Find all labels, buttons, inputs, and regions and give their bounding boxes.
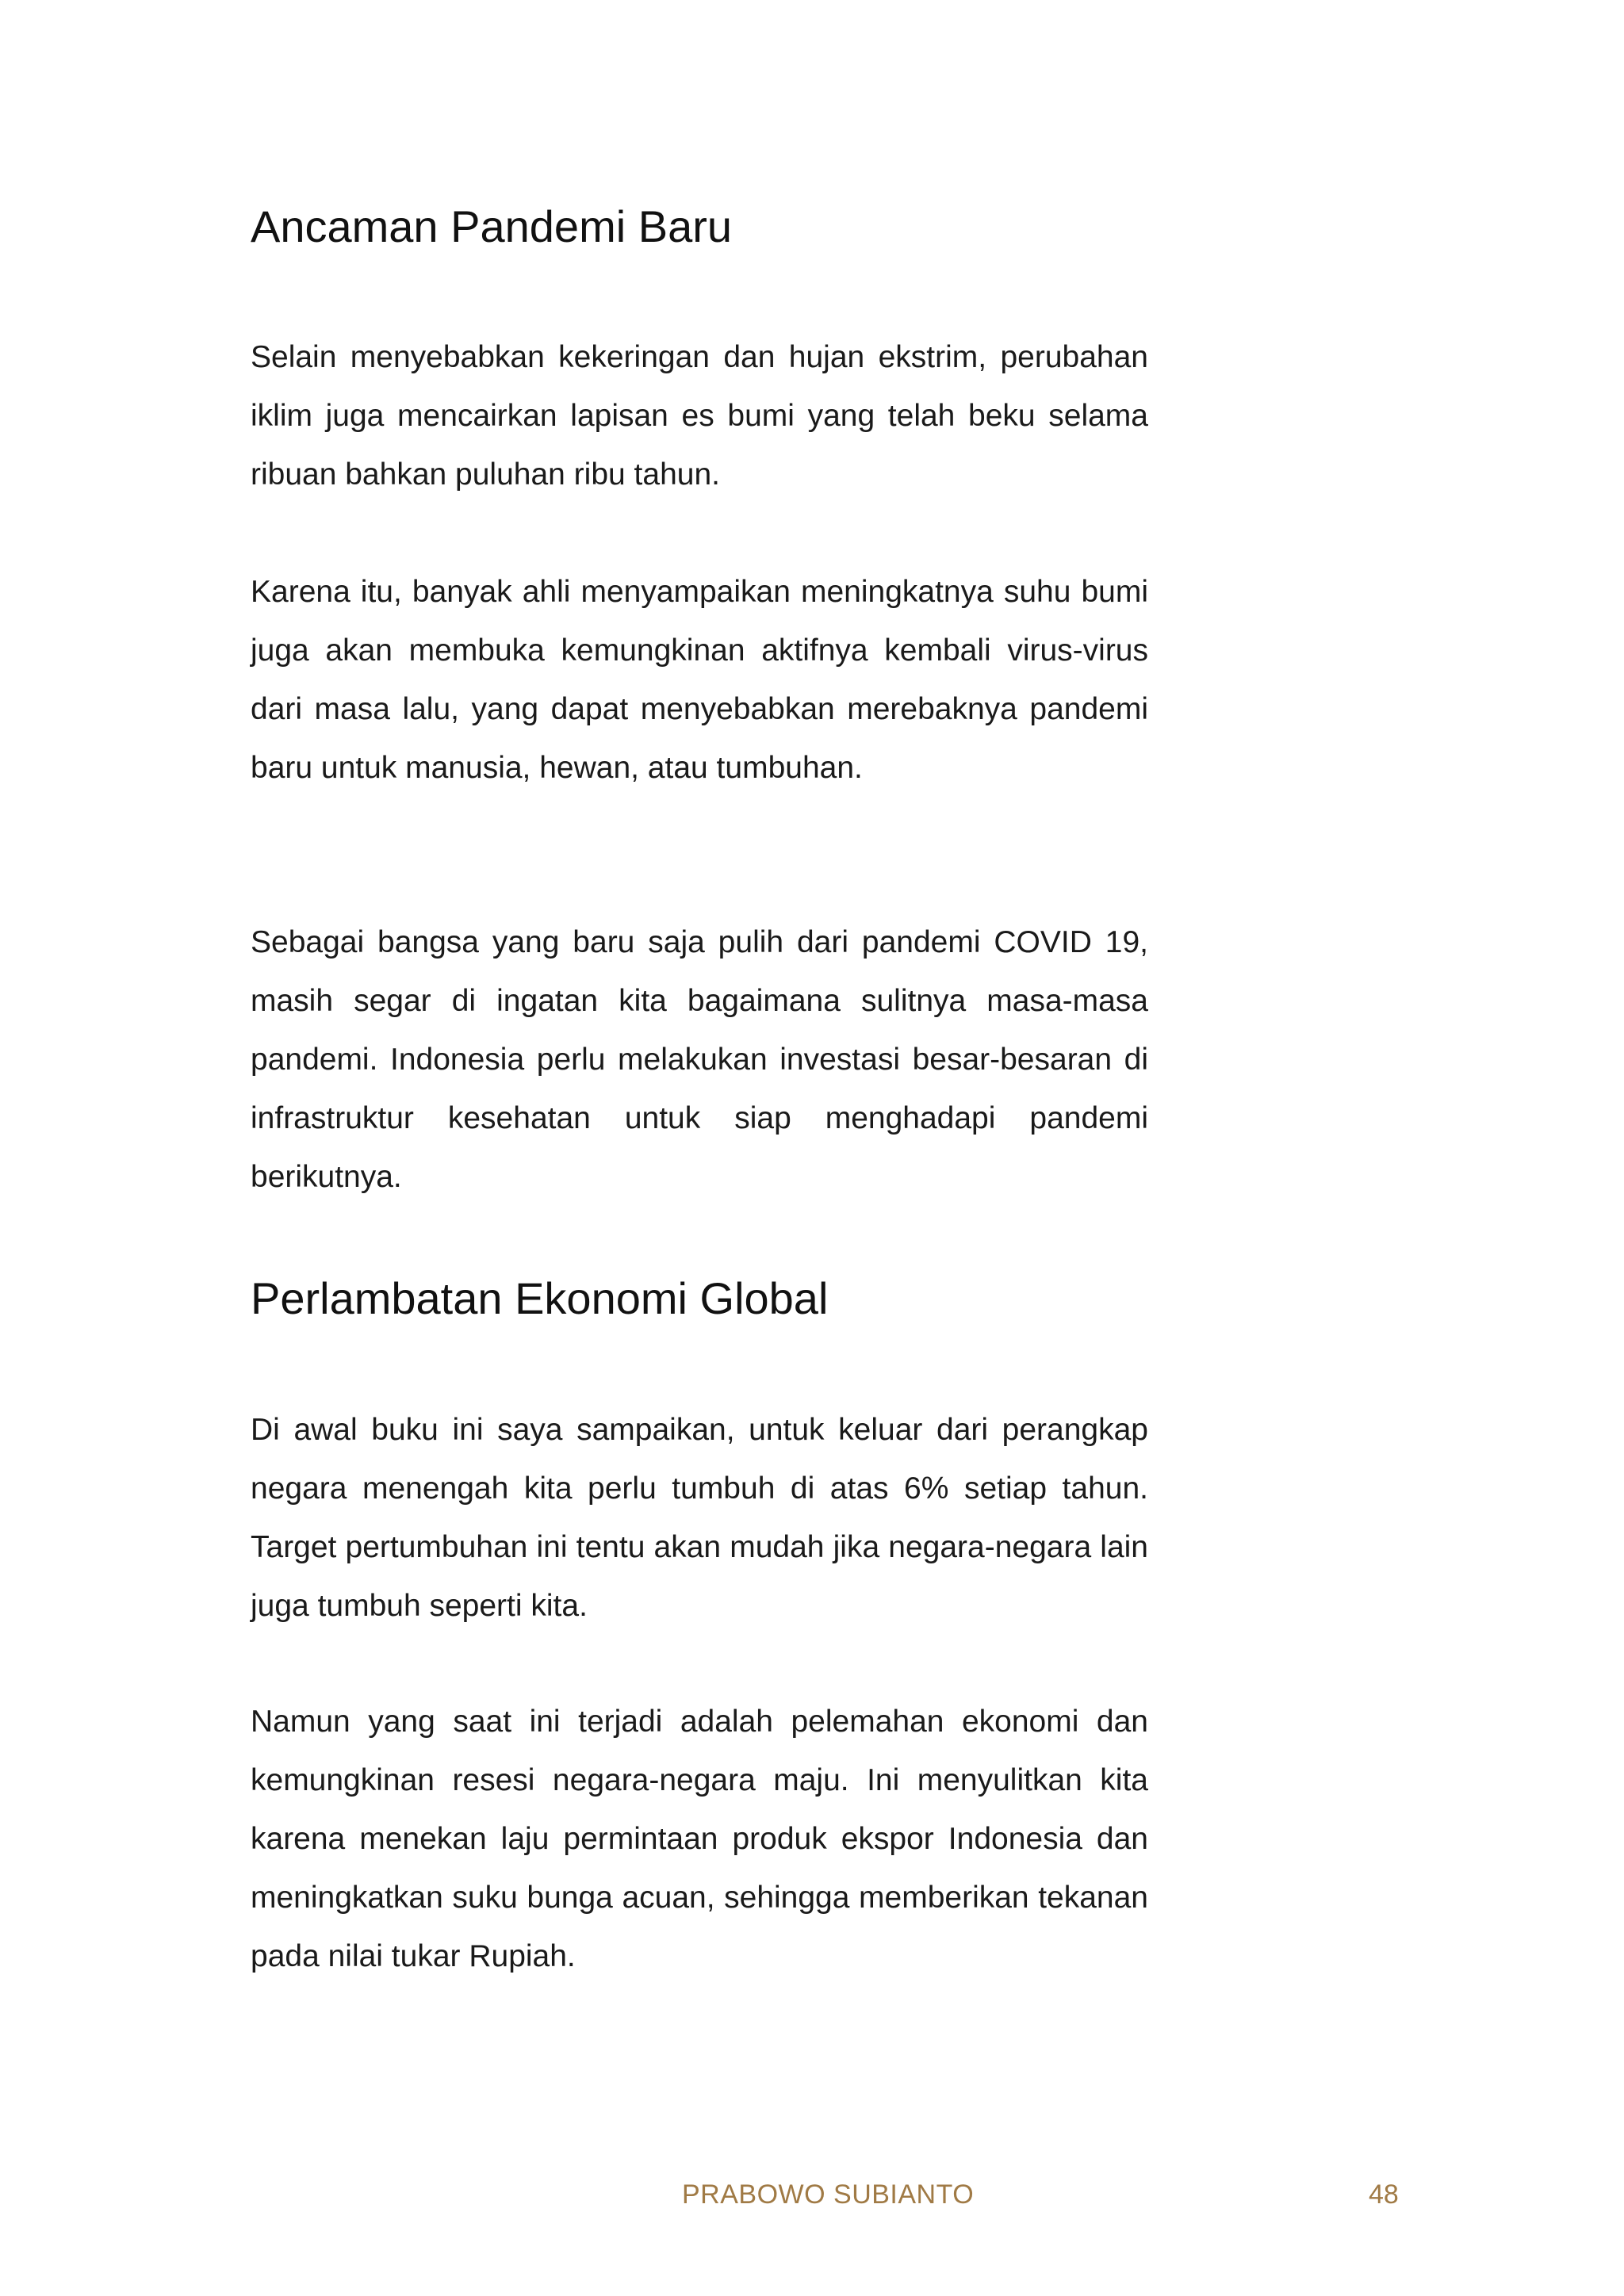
paragraph: Di awal buku ini saya sampaikan, untuk keluar dari perangkap negara menengah kita perlu tumbuh di atas 6% setiap tahun. Target pertumbuhan ini tentu akan mudah jika negara-negara lain juga tumbuh seperti kita. (251, 1413, 1148, 1623)
section-heading-economy: Perlambatan Ekonomi Global (251, 1273, 829, 1323)
paragraph: Namun yang saat ini terjadi adalah pelemahan ekonomi dan kemungkinan resesi negara-negara maju. Ini menyulitkan kita karena menekan laju permintaan produk ekspor Indonesia dan meningkatkan suku bunga acuan, sehingga memberikan tekanan pada nilai tukar Rupiah. (251, 1705, 1148, 1973)
footer-author: PRABOWO SUBIANTO (682, 2179, 975, 2210)
paragraph: Selain menyebabkan kekeringan dan hujan ekstrim, perubahan iklim juga mencairkan lapisan es bumi yang telah beku selama ribuan bahkan puluhan ribu tahun. (251, 340, 1148, 492)
paragraph: Karena itu, banyak ahli menyampaikan meningkatnya suhu bumi juga akan membuka kemungkinan aktifnya kembali virus-virus dari masa lalu, yang dapat menyebabkan merebaknya pandemi baru untuk manusia, hewan, atau tumbuhan. (251, 575, 1148, 785)
section-heading-pandemic: Ancaman Pandemi Baru (251, 201, 733, 251)
page-number: 48 (1369, 2179, 1399, 2210)
paragraph: Sebagai bangsa yang baru saja pulih dari pandemi COVID 19, masih segar di ingatan kita bagaimana sulitnya masa-masa pandemi. Indonesia perlu melakukan investasi besar-besaran di infrastruktur kesehatan untuk siap menghadapi pandemi berikutnya. (251, 925, 1148, 1194)
